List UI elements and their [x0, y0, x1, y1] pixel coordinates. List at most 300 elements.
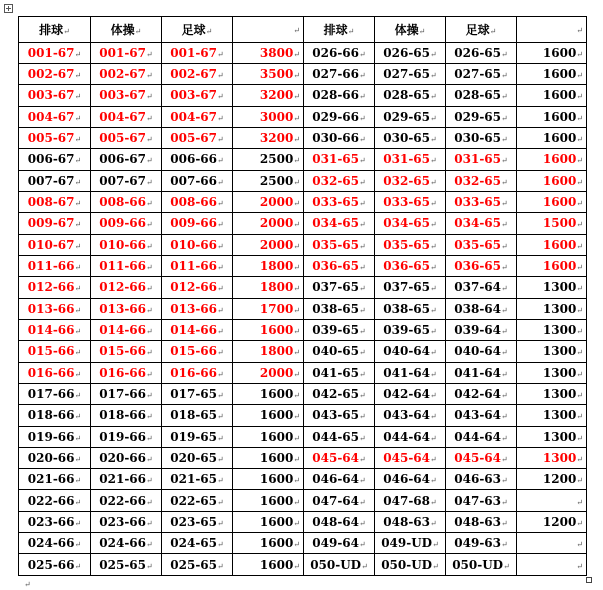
table-cell[interactable]	[162, 170, 233, 191]
table-cell[interactable]	[91, 319, 162, 340]
table-cell[interactable]	[91, 426, 162, 447]
table-cell[interactable]	[375, 106, 446, 127]
table-cell[interactable]	[304, 277, 375, 298]
table-cell[interactable]	[375, 511, 446, 532]
cell-text: 2000	[259, 195, 294, 210]
table-cell[interactable]	[19, 42, 91, 63]
cell-text: 3200	[259, 88, 294, 103]
cell-text: 005-67	[27, 131, 75, 146]
table-resize-handle[interactable]	[586, 577, 592, 583]
cell-end-mark: ↵	[501, 177, 508, 187]
table-cell[interactable]	[446, 63, 517, 84]
table-cell[interactable]	[304, 170, 375, 191]
table-cell[interactable]	[91, 234, 162, 255]
table-cell[interactable]	[304, 469, 375, 490]
table-cell[interactable]	[162, 383, 233, 404]
table-cell[interactable]	[517, 554, 587, 576]
cell-text: 025-65	[99, 557, 147, 572]
table-cell[interactable]	[162, 85, 233, 106]
cell-end-mark: ↵	[501, 540, 508, 550]
cell-text: 3200	[259, 131, 294, 146]
table-cell[interactable]	[375, 170, 446, 191]
cell-end-mark: ↵	[146, 284, 153, 294]
table-cell[interactable]	[162, 42, 233, 63]
table-cell[interactable]	[517, 106, 587, 127]
table-cell[interactable]	[517, 85, 587, 106]
table-cell[interactable]	[375, 319, 446, 340]
table-cell[interactable]	[162, 149, 233, 170]
cell-text: 1600	[259, 450, 294, 465]
table-cell[interactable]	[517, 127, 587, 148]
cell-text: 003-67	[170, 88, 218, 103]
cell-text: 046-64	[383, 472, 431, 487]
table-cell[interactable]	[517, 277, 587, 298]
cell-end-mark: ↵	[217, 177, 224, 187]
table-cell[interactable]	[233, 383, 304, 404]
table-cell[interactable]	[517, 234, 587, 255]
table-cell[interactable]	[517, 149, 587, 170]
table-cell[interactable]	[446, 149, 517, 170]
cell-text: 042-64	[383, 387, 431, 401]
cell-end-mark: ↵	[146, 561, 153, 571]
cell-end-mark: ↵	[501, 156, 508, 166]
table-row	[19, 42, 587, 63]
table-cell[interactable]	[233, 533, 304, 554]
cell-end-mark: ↵	[501, 305, 508, 315]
table-cell[interactable]	[446, 362, 517, 383]
cell-text: 019-66	[27, 429, 75, 444]
table-cell[interactable]	[446, 383, 517, 404]
table-cell[interactable]	[375, 469, 446, 490]
table-move-handle[interactable]	[4, 4, 13, 13]
table-row	[19, 341, 587, 362]
table-cell[interactable]	[162, 298, 233, 319]
cell-end-mark: ↵	[501, 454, 508, 464]
table-cell[interactable]	[91, 191, 162, 212]
table-cell[interactable]	[446, 426, 517, 447]
table-cell[interactable]	[517, 469, 587, 490]
table-cell[interactable]	[446, 298, 517, 319]
table-cell[interactable]	[304, 255, 375, 276]
table-cell[interactable]	[304, 298, 375, 319]
cell-end-mark: ↵	[359, 454, 366, 464]
table-cell[interactable]	[304, 511, 375, 532]
table-cell[interactable]	[91, 85, 162, 106]
cell-text: 1600	[542, 173, 577, 188]
table-cell[interactable]	[233, 85, 304, 106]
table-cell[interactable]	[517, 511, 587, 532]
table-cell[interactable]	[162, 490, 233, 511]
table-cell[interactable]	[375, 149, 446, 170]
cell-text: 023-65	[170, 514, 218, 529]
table-cell[interactable]	[162, 277, 233, 298]
table-cell[interactable]	[304, 341, 375, 362]
table-cell[interactable]	[446, 191, 517, 212]
cell-text: 034-65	[383, 216, 431, 231]
cell-end-mark: ↵	[359, 241, 366, 251]
table-cell[interactable]	[233, 277, 304, 298]
cell-end-mark: ↵	[146, 156, 153, 166]
cell-end-mark: ↵	[576, 412, 583, 422]
table-cell[interactable]	[233, 469, 304, 490]
table-cell[interactable]	[162, 191, 233, 212]
cell-text: 008-66	[99, 195, 147, 210]
table-cell[interactable]	[162, 554, 233, 576]
cell-end-mark: ↵	[430, 476, 437, 486]
cell-end-mark: ↵	[361, 561, 368, 571]
cell-text: 体操	[394, 22, 419, 37]
table-cell[interactable]	[162, 127, 233, 148]
table-cell[interactable]	[19, 490, 91, 511]
table-cell[interactable]	[91, 362, 162, 383]
table-cell[interactable]	[91, 490, 162, 511]
table-cell[interactable]	[446, 533, 517, 554]
table-cell[interactable]	[233, 191, 304, 212]
cell-text: 013-66	[27, 301, 75, 316]
table-cell[interactable]	[233, 341, 304, 362]
cell-end-mark: ↵	[430, 433, 437, 443]
table-cell[interactable]	[162, 533, 233, 554]
cell-end-mark: ↵	[74, 241, 82, 251]
cell-text: 1600	[259, 557, 294, 572]
table-cell[interactable]	[91, 405, 162, 426]
table-cell[interactable]	[446, 17, 517, 43]
table-cell[interactable]	[517, 298, 587, 319]
table-cell[interactable]	[517, 42, 587, 63]
cell-text: 035-65	[454, 237, 502, 252]
cell-text: 026-65	[383, 45, 431, 60]
table-cell[interactable]	[91, 511, 162, 532]
cell-end-mark: ↵	[576, 305, 583, 315]
table-cell[interactable]	[91, 447, 162, 468]
table-cell[interactable]	[19, 106, 91, 127]
table-cell[interactable]	[517, 319, 587, 340]
table-cell[interactable]	[19, 17, 91, 43]
table-cell[interactable]	[517, 426, 587, 447]
table-cell[interactable]	[19, 234, 91, 255]
table-cell[interactable]	[233, 255, 304, 276]
table-cell[interactable]	[304, 191, 375, 212]
cell-end-mark: ↵	[146, 220, 153, 230]
table-cell[interactable]	[375, 42, 446, 63]
table-cell[interactable]	[304, 447, 375, 468]
table-cell[interactable]	[19, 533, 91, 554]
cell-text: 1300	[542, 301, 577, 316]
table-cell[interactable]	[91, 63, 162, 84]
cell-text: 020-66	[99, 450, 147, 465]
table-cell[interactable]	[517, 533, 587, 554]
table-cell[interactable]	[446, 511, 517, 532]
table-cell[interactable]	[517, 490, 587, 511]
cell-text: 024-65	[170, 536, 218, 551]
table-cell[interactable]	[517, 383, 587, 404]
table-cell[interactable]	[375, 362, 446, 383]
table-cell[interactable]	[446, 213, 517, 234]
table-cell[interactable]	[91, 298, 162, 319]
table-cell[interactable]	[162, 255, 233, 276]
cell-end-mark: ↵	[217, 476, 224, 486]
cell-end-mark: ↵	[359, 49, 366, 59]
table-cell[interactable]	[233, 447, 304, 468]
table-cell[interactable]	[375, 490, 446, 511]
table-cell[interactable]	[233, 234, 304, 255]
table-cell[interactable]	[517, 213, 587, 234]
table-cell[interactable]	[233, 426, 304, 447]
table-cell[interactable]	[19, 255, 91, 276]
cell-end-mark: ↵	[74, 199, 82, 209]
table-cell[interactable]	[162, 106, 233, 127]
table-cell[interactable]	[233, 319, 304, 340]
table-cell[interactable]	[91, 341, 162, 362]
table-cell[interactable]	[517, 170, 587, 191]
cell-text: 030-65	[383, 131, 431, 146]
cell-end-mark: ↵	[293, 412, 300, 422]
table-cell[interactable]	[233, 149, 304, 170]
table-row	[19, 191, 587, 212]
cell-text: 034-65	[312, 216, 360, 231]
table-cell[interactable]	[446, 42, 517, 63]
table-cell[interactable]	[517, 447, 587, 468]
table-cell[interactable]	[375, 426, 446, 447]
table-cell[interactable]	[19, 298, 91, 319]
table-cell[interactable]	[233, 127, 304, 148]
cell-text: 004-67	[99, 109, 147, 124]
table-cell[interactable]	[162, 234, 233, 255]
header-row	[19, 17, 587, 43]
cell-text: 012-66	[99, 280, 147, 295]
cell-text: 035-65	[312, 237, 360, 252]
cell-end-mark: ↵	[293, 177, 300, 187]
cell-text: 041-64	[383, 365, 431, 380]
table-cell[interactable]	[375, 255, 446, 276]
table-cell[interactable]	[19, 554, 91, 576]
table-cell[interactable]	[446, 469, 517, 490]
table-cell[interactable]	[233, 170, 304, 191]
table-cell[interactable]	[304, 405, 375, 426]
table-cell[interactable]	[375, 234, 446, 255]
table-cell[interactable]	[517, 191, 587, 212]
table-cell[interactable]	[91, 149, 162, 170]
table-cell[interactable]	[517, 341, 587, 362]
cell-end-mark: ↵	[74, 454, 82, 464]
cell-text: 体操	[110, 22, 135, 37]
table-cell[interactable]	[91, 533, 162, 554]
table-cell[interactable]	[446, 405, 517, 426]
table-cell[interactable]	[375, 63, 446, 84]
table-cell[interactable]	[375, 533, 446, 554]
table-cell[interactable]	[304, 17, 375, 43]
cell-text: 040-64	[454, 344, 502, 359]
table-cell[interactable]	[375, 405, 446, 426]
table-cell[interactable]	[162, 447, 233, 468]
table-cell[interactable]	[91, 17, 162, 43]
table-cell[interactable]	[233, 554, 304, 576]
table-cell[interactable]	[233, 17, 304, 43]
table-cell[interactable]	[162, 341, 233, 362]
cell-text: 022-66	[27, 493, 75, 508]
table-cell[interactable]	[233, 106, 304, 127]
table-cell[interactable]	[19, 63, 91, 84]
table-cell[interactable]	[233, 42, 304, 63]
cell-end-mark: ↵	[217, 241, 224, 251]
table-cell[interactable]	[91, 170, 162, 191]
table-cell[interactable]	[446, 85, 517, 106]
table-cell[interactable]	[91, 277, 162, 298]
table-cell[interactable]	[304, 213, 375, 234]
table-cell[interactable]	[446, 234, 517, 255]
cell-end-mark: ↵	[146, 113, 153, 123]
table-cell[interactable]	[19, 127, 91, 148]
cell-text: 045-64	[383, 450, 431, 465]
table-cell[interactable]	[91, 554, 162, 576]
table-cell[interactable]	[304, 85, 375, 106]
table-cell[interactable]	[304, 106, 375, 127]
table-cell[interactable]	[19, 447, 91, 468]
table-cell[interactable]	[517, 17, 587, 43]
cell-text: 008-66	[170, 195, 218, 210]
cell-text: 004-67	[27, 109, 75, 124]
table-cell[interactable]	[233, 511, 304, 532]
table-cell[interactable]	[375, 447, 446, 468]
table-cell[interactable]	[304, 426, 375, 447]
table-cell[interactable]	[162, 405, 233, 426]
cell-text: 015-66	[170, 344, 218, 359]
cell-end-mark: ↵	[74, 177, 82, 187]
table-cell[interactable]	[375, 554, 446, 576]
table-cell[interactable]	[446, 127, 517, 148]
cell-text: 1600	[542, 195, 577, 210]
table-cell[interactable]	[19, 426, 91, 447]
table-cell[interactable]	[19, 511, 91, 532]
table-cell[interactable]	[162, 213, 233, 234]
table-cell[interactable]	[19, 149, 91, 170]
table-cell[interactable]	[91, 213, 162, 234]
table-cell[interactable]	[162, 469, 233, 490]
cell-text: 018-66	[27, 408, 75, 423]
table-cell[interactable]	[233, 362, 304, 383]
table-cell[interactable]	[19, 469, 91, 490]
table-cell[interactable]	[375, 383, 446, 404]
cell-end-mark: ↵	[359, 220, 366, 230]
table-cell[interactable]	[19, 362, 91, 383]
table-cell[interactable]	[91, 127, 162, 148]
table-row	[19, 255, 587, 276]
cell-end-mark: ↵	[74, 49, 82, 59]
cell-text: 019-65	[170, 429, 218, 444]
table-cell[interactable]	[233, 63, 304, 84]
table-cell[interactable]	[304, 42, 375, 63]
table-cell[interactable]	[446, 319, 517, 340]
table-cell[interactable]	[162, 426, 233, 447]
table-cell[interactable]	[91, 383, 162, 404]
cell-end-mark: ↵	[146, 49, 153, 59]
table-cell[interactable]	[375, 298, 446, 319]
table-cell[interactable]	[233, 405, 304, 426]
table-cell[interactable]	[446, 170, 517, 191]
cell-text: 028-66	[312, 88, 360, 103]
cell-text: 034-65	[454, 216, 502, 231]
table-cell[interactable]	[304, 63, 375, 84]
table-cell[interactable]	[19, 383, 91, 404]
table-cell[interactable]	[517, 255, 587, 276]
table-cell[interactable]	[375, 127, 446, 148]
table-cell[interactable]	[91, 469, 162, 490]
table-cell[interactable]	[162, 511, 233, 532]
table-cell[interactable]	[446, 106, 517, 127]
table-cell[interactable]	[19, 319, 91, 340]
table-cell[interactable]	[19, 213, 91, 234]
cell-end-mark: ↵	[146, 199, 153, 209]
table-cell[interactable]	[91, 42, 162, 63]
table-cell[interactable]	[446, 255, 517, 276]
table-cell[interactable]	[446, 554, 517, 576]
table-cell[interactable]	[375, 277, 446, 298]
table-cell[interactable]	[446, 277, 517, 298]
table-cell[interactable]	[517, 63, 587, 84]
cell-end-mark: ↵	[430, 92, 437, 102]
table-cell[interactable]	[446, 341, 517, 362]
cell-text: 001-67	[99, 45, 147, 60]
cell-text: 045-64	[454, 450, 502, 465]
table-cell[interactable]	[304, 554, 375, 576]
table-cell[interactable]	[19, 405, 91, 426]
table-cell[interactable]	[375, 341, 446, 362]
cell-end-mark: ↵	[432, 561, 439, 571]
cell-text: 011-66	[27, 259, 75, 274]
table-cell[interactable]	[304, 490, 375, 511]
table-cell[interactable]	[304, 362, 375, 383]
table-cell[interactable]	[162, 17, 233, 43]
table-cell[interactable]	[304, 149, 375, 170]
table-cell[interactable]	[19, 85, 91, 106]
table-cell[interactable]	[233, 298, 304, 319]
table-cell[interactable]	[304, 234, 375, 255]
table-cell[interactable]	[304, 383, 375, 404]
table-cell[interactable]	[375, 191, 446, 212]
table-cell[interactable]	[375, 17, 446, 43]
table-cell[interactable]	[304, 127, 375, 148]
cell-end-mark: ↵	[501, 476, 508, 486]
table-cell[interactable]	[304, 319, 375, 340]
table-cell[interactable]	[446, 490, 517, 511]
cell-end-mark: ↵	[501, 518, 508, 528]
table-cell[interactable]	[19, 170, 91, 191]
table-cell[interactable]	[19, 341, 91, 362]
table-cell[interactable]	[517, 362, 587, 383]
table-cell[interactable]	[375, 213, 446, 234]
table-cell[interactable]	[19, 191, 91, 212]
cell-text: 022-66	[99, 493, 147, 508]
table-cell[interactable]	[375, 85, 446, 106]
cell-end-mark: ↵	[359, 199, 366, 209]
cell-text: 049-64	[312, 536, 360, 551]
table-cell[interactable]	[446, 447, 517, 468]
table-cell[interactable]	[233, 490, 304, 511]
cell-end-mark: ↵	[432, 540, 439, 550]
table-row	[19, 319, 587, 340]
table-cell[interactable]	[162, 362, 233, 383]
table-cell[interactable]	[91, 255, 162, 276]
table-cell[interactable]	[233, 213, 304, 234]
table-cell[interactable]	[19, 277, 91, 298]
table-cell[interactable]	[91, 106, 162, 127]
cell-end-mark: ↵	[74, 305, 82, 315]
table-cell[interactable]	[162, 319, 233, 340]
table-cell[interactable]	[162, 63, 233, 84]
cell-text: 046-64	[312, 472, 360, 487]
table-cell[interactable]	[517, 405, 587, 426]
table-cell[interactable]	[304, 533, 375, 554]
